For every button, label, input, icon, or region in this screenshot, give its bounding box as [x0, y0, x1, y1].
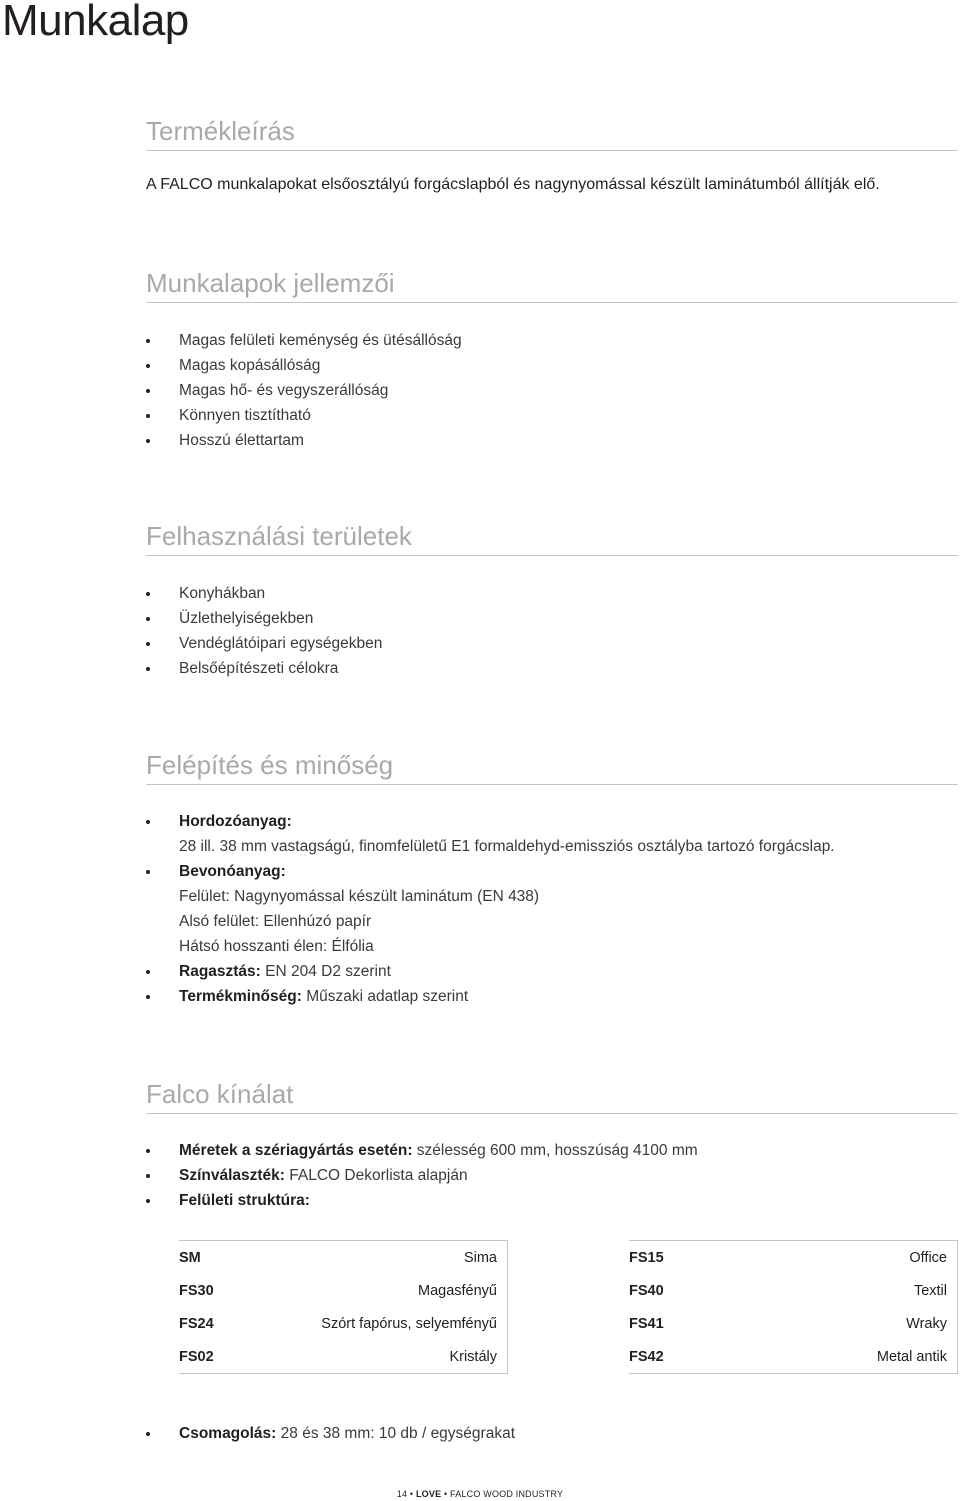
list-item	[146, 1421, 515, 1446]
szin-label: Színválaszték:	[179, 1167, 285, 1184]
list-item	[146, 859, 835, 959]
bullet-icon	[146, 667, 150, 671]
list-item: Magas felületi keménység és ütésállóság	[146, 328, 462, 353]
table-row	[629, 1274, 957, 1307]
list-item	[146, 984, 835, 1009]
bullet-icon	[146, 970, 150, 974]
bevono-label: Bevonóanyag:	[179, 863, 286, 880]
bullet-icon	[146, 1432, 150, 1436]
list-item	[146, 1163, 698, 1188]
list-item: Magas kopásállóság	[146, 353, 462, 378]
bullet-icon	[146, 870, 150, 874]
szin-text: FALCO Dekorlista alapján	[284, 1167, 468, 1184]
bevono-line: Alsó felület: Ellenhúzó papír	[179, 913, 372, 930]
bullet-icon	[146, 1174, 150, 1178]
ragasztas-text: EN 204 D2 szerint	[260, 963, 391, 980]
list-item: Konyhákban	[146, 581, 382, 606]
footer-brand: LOVE	[415, 1489, 442, 1499]
hordozo-label: Hordozóanyag:	[179, 813, 292, 830]
bullet-icon	[146, 995, 150, 999]
structure-code: FS40	[629, 1282, 664, 1299]
section-heading-felhasznalasi: Felhasználási területek	[146, 519, 958, 556]
structure-code: FS41	[629, 1315, 664, 1332]
bullet-icon	[146, 617, 150, 621]
list-item: Üzlethelyiségekben	[146, 606, 382, 631]
structure-list	[146, 809, 835, 1009]
packaging-list	[146, 1421, 515, 1446]
list-item: Könnyen tisztítható	[146, 403, 462, 428]
csomagolas-label: Csomagolás:	[179, 1425, 277, 1442]
list-item: Belsőépítészeti célokra	[146, 656, 382, 681]
structure-code: FS42	[629, 1348, 664, 1365]
table-row	[629, 1340, 957, 1373]
offer-list	[146, 1138, 698, 1213]
bullet-icon	[146, 592, 150, 596]
bullet-icon	[146, 820, 150, 824]
features-list	[146, 328, 462, 453]
structure-code: FS24	[179, 1315, 214, 1332]
list-item	[146, 1138, 698, 1163]
bevono-line: Hátsó hosszanti élen: Élfólia	[179, 938, 374, 955]
meretek-label: Méretek a szériagyártás esetén:	[179, 1142, 413, 1159]
table-row	[629, 1241, 957, 1274]
section-heading-felepites: Felépítés és minőség	[146, 748, 958, 785]
list-item	[146, 1188, 698, 1213]
footer-company: FALCO WOOD INDUSTRY	[450, 1489, 564, 1499]
structure-desc: Office	[909, 1249, 947, 1266]
usage-list	[146, 581, 382, 681]
structure-desc: Magasfényű	[418, 1282, 497, 1299]
bullet-icon	[146, 389, 150, 393]
structure-desc: Textil	[913, 1282, 947, 1299]
structure-code: FS02	[179, 1348, 214, 1365]
structure-desc: Wraky	[906, 1315, 947, 1332]
bullet-icon	[146, 642, 150, 646]
minoseg-label: Termékminőség:	[179, 988, 302, 1005]
section-heading-termekleiras: Termékleírás	[146, 114, 958, 151]
structure-code: FS30	[179, 1282, 214, 1299]
ragasztas-label: Ragasztás:	[179, 963, 261, 980]
hordozo-text: 28 ill. 38 mm vastagságú, finomfelületű E1 formaldehyd-emissziós osztályba tartozó forgácslap.	[179, 838, 835, 855]
list-item: Magas hő- és vegyszerállóság	[146, 378, 462, 403]
section-heading-kinalat: Falco kínálat	[146, 1077, 958, 1114]
table-row	[179, 1241, 507, 1274]
list-item	[146, 809, 835, 859]
bullet-icon	[146, 1149, 150, 1153]
page-footer: 14 • LOVE • FALCO WOOD INDUSTRY	[396, 1489, 564, 1499]
list-item	[146, 959, 835, 984]
bullet-icon	[146, 364, 150, 368]
csomagolas-text: 28 és 38 mm: 10 db / egységrakat	[276, 1425, 516, 1442]
structure-code: FS15	[629, 1249, 664, 1266]
table-row	[629, 1307, 957, 1340]
minoseg-text: Műszaki adatlap szerint	[301, 988, 469, 1005]
bullet-icon	[146, 439, 150, 443]
list-item: Vendéglátóipari egységekben	[146, 631, 382, 656]
bullet-icon	[146, 414, 150, 418]
structure-desc: Szórt fapórus, selyemfényű	[321, 1315, 497, 1332]
section-heading-jellemzoi: Munkalapok jellemzői	[146, 266, 958, 303]
structure-desc: Sima	[463, 1249, 497, 1266]
meretek-text: szélesség 600 mm, hosszúság 4100 mm	[412, 1142, 698, 1159]
bullet-icon	[146, 1199, 150, 1203]
page-number: 14	[396, 1489, 408, 1499]
page-title: Munkalap	[2, 0, 189, 45]
list-item: Hosszú élettartam	[146, 428, 462, 453]
structure-desc: Metal antik	[876, 1348, 947, 1365]
bevono-line: Felület: Nagynyomással készült laminátum (EN 438)	[179, 888, 540, 905]
struktura-label: Felületi struktúra:	[179, 1192, 310, 1209]
bullet-icon	[146, 339, 150, 343]
table-row	[179, 1274, 507, 1307]
structure-table-left	[179, 1240, 508, 1374]
structure-desc: Kristály	[449, 1348, 497, 1365]
structure-code: SM	[179, 1249, 201, 1266]
table-row	[179, 1307, 507, 1340]
structure-table-right	[629, 1240, 958, 1374]
table-row	[179, 1340, 507, 1373]
intro-text: A FALCO munkalapokat elsőosztályú forgácslapból és nagynyomással készült laminátumból állítják elő.	[146, 176, 880, 193]
